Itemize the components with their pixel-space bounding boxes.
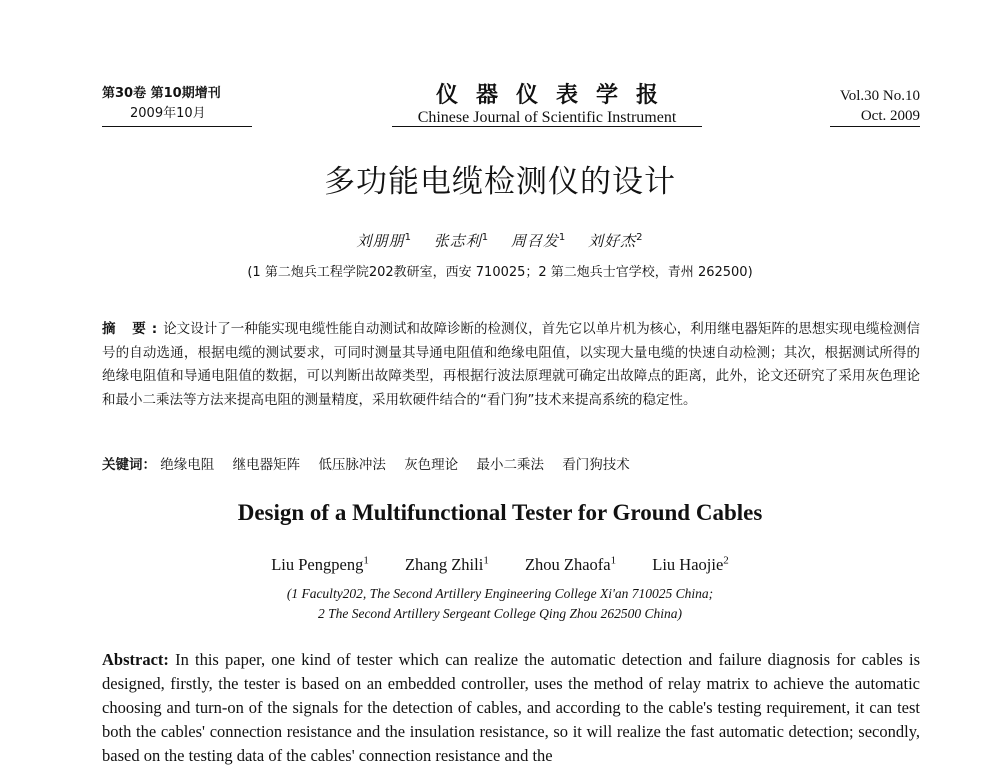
author-cn: 周召发$^1$ (510, 232, 567, 250)
author-cn: 刘好杰$^2$ (588, 232, 644, 250)
keyword: 继电器矩阵 (232, 457, 301, 473)
abstract-cn (102, 318, 920, 412)
date-cn: 2009年10月 (130, 106, 206, 121)
abstract-cn-label: 摘 要: (102, 321, 164, 337)
journal-name-en: Chinese Journal of Scientific Instrument (417, 109, 677, 126)
affiliation-en (0, 584, 1000, 624)
header-rule-center (392, 126, 702, 127)
header-left (102, 84, 252, 124)
keyword: 最小二乘法 (476, 457, 544, 473)
author-en: Liu Pengpeng$^1$ (271, 554, 369, 574)
header-rule-right (830, 126, 920, 127)
author-cn: 刘朋朋$^1$ (356, 232, 412, 250)
abstract-en-label: Abstract: (102, 650, 169, 669)
keyword: 灰色理论 (404, 457, 459, 473)
abstract-en-text: In this paper, one kind of tester which can realize the automatic detection and failure diagnosis for cables is designed, firstly, the tester is based on an embedded controller, uses the method of relay matrix to achieve the automatic choosing and turn-on of the signals for the detection of cables, and according to the cable's testing requirement, it can test both the cables' connection resistance and the insulation resistance, so it will realize the fast automatic detection; secondly, based on the testing data of the cables' connection resistance and the (102, 650, 920, 765)
keyword: 看门狗技术 (562, 457, 630, 473)
keywords-cn (102, 453, 920, 473)
keywords-cn-label: 关键词： (102, 457, 156, 473)
author-en: Liu Haojie$^2$ (652, 554, 729, 574)
header-right (800, 84, 920, 126)
header-rule-left (102, 126, 252, 127)
abstract-en (102, 648, 920, 768)
paper-title-en: Design of a Multifunctional Tester for Ground Cables (237, 500, 763, 525)
journal-name-cn: 仪器仪表学报 (435, 83, 676, 108)
authors-cn (0, 230, 1000, 251)
keyword: 低压脉冲法 (318, 457, 386, 473)
volume-issue-cn: 第30卷 第10期增刊 (102, 86, 221, 101)
affiliation-cn: (1 第二炮兵工程学院202教研室，西安 710025；2 第二炮兵士官学校，青州 262500) (247, 265, 753, 280)
paper-title-cn: 多功能电缆检测仪的设计 (324, 164, 676, 200)
keyword: 绝缘电阻 (160, 457, 215, 473)
affiliation-en-line2: 2 The Second Artillery Sergeant College Qing Zhou 262500 China) (317, 606, 683, 621)
journal-header (102, 84, 920, 128)
author-cn: 张志利$^1$ (433, 232, 490, 250)
author-en: Zhou Zhaofa$^1$ (524, 554, 617, 574)
abstract-cn-text: 论文设计了一种能实现电缆性能自动测试和故障诊断的检测仪，首先它以单片机为核心，利用继电器矩阵的思想实现电缆检测信号的自动选通，根据电缆的测试要求，可同时测量其导通电阻值和绝缘电阻值，以实现大量电缆的快速自动检测；其次，根据测试所得的绝缘电阻值和导通电阻值的数据，可以判断出故障类型，再根据行波法原理就可确定出故障点的距离，此外，论文还研究了采用灰色理论和最小二乘法等方法来提高电阻的测量精度，采用软硬件结合的“看门狗”技术来提高系统的稳定性。 (102, 321, 920, 408)
authors-en (0, 554, 1000, 575)
author-en: Zhang Zhili$^1$ (404, 554, 489, 574)
date-en: Oct. 2009 (860, 108, 920, 124)
volume-en: Vol.30 No.10 (839, 88, 920, 104)
affiliation-en-line1: (1 Faculty202, The Second Artillery Engineering College Xi'an 710025 China; (286, 586, 714, 601)
header-center (382, 84, 712, 128)
